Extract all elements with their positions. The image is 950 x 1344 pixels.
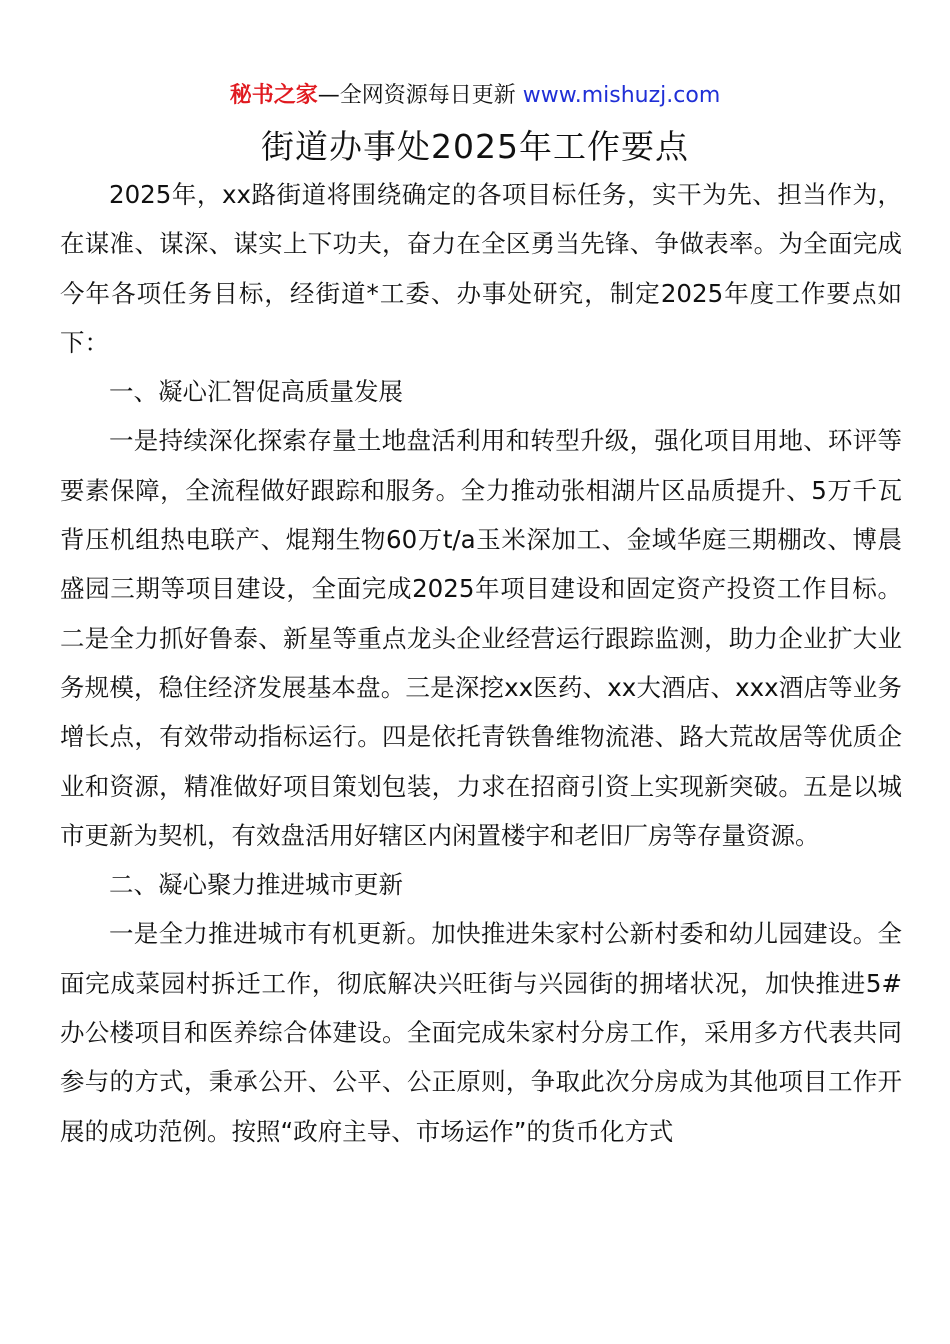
- banner-url-link[interactable]: www.mishuzj.com: [522, 83, 721, 108]
- section-heading-1: 一、凝心汇智促高质量发展: [109, 377, 403, 407]
- banner-tagline: —全网资源每日更新: [317, 83, 523, 108]
- section-2-paragraph: 一是全力推进城市有机更新。加快推进朱家村公新村委和幼儿园建设。全面完成菜园村拆迁工作，彻底解决兴旺街与兴园街的拥堵状况，加快推进5#办公楼项目和医养综合体建设。全面完成朱家村分房工作，采用多方代表共同参与的方式，秉承公开、公平、公正原则，争取此次分房成为其他项目工作开展的成功范例。按照“政府主导、市场运作”的货币化方式: [60, 919, 902, 1146]
- document-body: [60, 170, 902, 1156]
- intro-paragraph: 2025年，xx路街道将围绕确定的各项目标任务，实干为先、担当作为，在谋准、谋深、谋实上下功夫，奋力在全区勇当先锋、争做表率。为全面完成今年各项任务目标，经街道*工委、办事处研究，制定2025年度工作要点如下：: [60, 180, 902, 357]
- section-1-paragraph: 一是持续深化探索存量土地盘活利用和转型升级，强化项目用地、环评等要素保障，全流程做好跟踪和服务。全力推动张相湖片区品质提升、5万千瓦背压机组热电联产、焜翔生物60万t/a玉米深加工、金域华庭三期棚改、博晨盛园三期等项目建设，全面完成2025年项目建设和固定资产投资工作目标。二是全力抓好鲁泰、新星等重点龙头企业经营运行跟踪监测，助力企业扩大业务规模，稳住经济发展基本盘。三是深挖xx医药、xx大酒店、xxx酒店等业务增长点，有效带动指标运行。四是依托青铁鲁维物流港、路大荒故居等优质企业和资源，精准做好项目策划包装，力求在招商引资上实现新突破。五是以城市更新为契机，有效盘活用好辖区内闲置楼宇和老旧厂房等存量资源。: [60, 426, 902, 850]
- site-banner: [0, 80, 950, 112]
- document-title: 街道办事处2025年工作要点: [261, 127, 689, 166]
- section-heading-2: 二、凝心聚力推进城市更新: [109, 870, 403, 900]
- banner-brand: 秘书之家: [229, 83, 318, 108]
